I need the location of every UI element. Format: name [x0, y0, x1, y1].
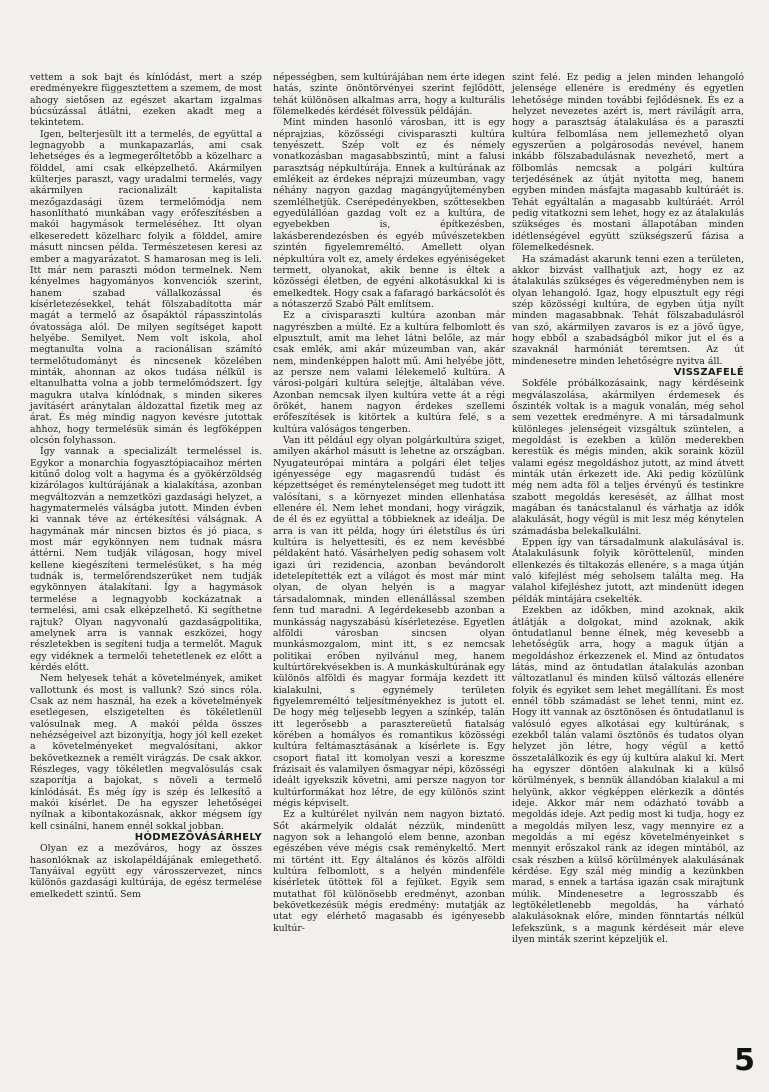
paragraph: Ez a civisparaszti kultúra azonban már nagyrészben a múlté. Ez a kultúra felbomlott és elpusztult, amit ma lehet látni belőle, az már csak emlék, ami akár múzeumban van, akár nem, mindenképpen halott mű. Ami helyébe jött, az persze nem valami lélekemelő kultúra. A városi-polgári kultúra selejtje, általában véve. Azonban nemcsak ilyen kultúra vette át a régi örökét, hanem nagyon érdekes szellemi erőfeszítések is kitörtek a kultúra felé, s a kultúra valóságos tengerben. [273, 310, 505, 435]
paragraph: Olyan ez a mezőváros, hogy az összes hasonlóknak az iskolapéldájának emlegethető. Tanyáival együtt egy városszervezet, nincs különös gazdasági kultúrája, de egész termelése emelkedett szintű. Sem [30, 843, 262, 900]
section-heading-hodmezovasarhely: HÓDMEZŐVÁSÁRHELY [134, 832, 262, 844]
paragraph: Ezekben az időkben, mind azoknak, akik átlátják a dolgokat, mind azoknak, akik öntudatlanul benne élnek, még kevesebb a lehetőségük arra, hogy a maguk útján a megoldáshoz érkezzenek el. Mind az öntudatos látás, mind az öntudatlan átalakulás azonban változatlanul és minden külső változás ellenére folyik és egyiket sem lehet megállítani. És most ennél több számadást se lehet tenni, mint ez. Hogy itt vannak az ösztönösen és öntudatlanul is valósuló egyes alkotásai egy kultúrának, s ezekből talán valami ösztönös és tudatos olyan helyzet jön létre, hogy végül a kettő összetalálkozik és egy új kultúra alakul ki. Mert ha egyszer döntően alakulnak ki a külső körülmények, s bennük állandóban kialakul a mi helyünk, akkor végképpen elérkezik a döntés ideje. Akkor már nem odázható tovább a megoldás ideje. Azt pedig most ki tudja, hogy ez a megoldás milyen lesz, vagy mennyire ez a megoldás a mi egész követelményeinket s mennyit erőszakol ránk az idegen mintából, az csak részben a külső körülmények alakulásának kérdése. Egy szál még mindig a kezünkben marad, s ennek a tartása igazán csak mirajtunk múlik. Mindenesetre a legrosszabb és legtökéletlenebb megoldás, ha várható alakulásoknak előre, minden fönntartás nélkül lefekszünk, s a magunk kérdéseit már eleve ilyen minták szerint képzeljük el. [512, 605, 744, 946]
section-heading-visszafele: VISSZAFELÉ [673, 366, 744, 378]
text-column-left [30, 72, 262, 900]
paragraph: Nem helyesek tehát a követelmények, amiket vallottunk és most is vallunk? Szó sincs róla. Csak az nem használ, ha ezek a követelmények esetlegesen, elszigetelten és tökéletlenül valósulnak meg. A makói példa összes nehézségeivel azt bizonyítja, hogy jól kell ezeket a követelményeket megvalósítani, akkor bekövetkeznek a remélt virágzás. De csak akkor. Részleges, vagy tökéletlen megvalósulás csak szaporítja a bajokat, s növeli a termelő kínlódását. És még így is szép és lelkesítő a makói kísérlet. De ha egyszer lehetőségei nyílnak a kibontakozásnak, akkor mégsem így kell csinálni, hanem ennél sokkal jobban. [30, 673, 262, 832]
paragraph: Így vannak a specializált termeléssel is. Egykor a monarchia fogyasztópiacaihoz mérten kitűnő dolog volt a hagyma és a gyökérzöldség kizárólagos kultúrájának a kialakítása, azonban megváltozván a nemzetközi gazdasági helyzet, a hagymatermelés válságba jutott. Minden évben ki vannak téve az értékesítési válságnak. A hagymának már nincsen biztos és jó piaca, s most már egykönnyen nem tudnak másra áttérni. Nem tudják világosan, hogy mivel kellene kiegészíteni termelésüket, s ha még tudnák is, termelőrendszerüket nem tudják egykönnyen átalakítani. Így a hagymások termelése a legnagyobb kockázatnak a termelési, ami csak elképzelhető. Ki segíthetne rajtuk? Olyan nagyvonalú gazdaságpolitika, amelynek arra is vannak eszközei, hogy részletekben is segíteni tudja a termelőt. Maguk egy vidéknek a termelői tehetetlenek ez előtt a kérdés előtt. [30, 446, 262, 673]
paragraph: Mint minden hasonló városban, itt is egy néprajzias, közösségi civisparaszti kultúra tenyészett. Szép volt ez és némely vonatkozásban magasabbszintű, mint a falusi parasztság népkultúrája. Ennek a kultúrának az emlékeit az érdekes néprajzi múzeumban, vagy néhány nagyon gazdag magángyűjteményben szemlélhetjük. Cserépedényekben, szőttesekben egyedülállóan gazdag volt ez a kultúra, de egyebekben is, építkezésben, lakásberendezésben és egyéb művészetekben szintén figyelemreméltó. Amellett olyan népkultúra volt ez, amely érdekes egyéniségeket termett, olyanokat, akik benne is éltek a közösségi életben, de egyéni alkotásukkal ki is emelkedtek. Hogy csak a fafaragó barkácsolót és a nótaszerző Szabó Pált említsem. [273, 117, 505, 310]
paragraph: Eppen így van társadalmunk alakulásával is. Átalakulásunk folyik köröttelenül, minden ellenkezés és tiltakozás ellenére, s a maga útján való kifejlést még seholsem találta meg. Ha valahol kifejléshez jutott, azt mindenütt idegen példák mintájára csekelték. [512, 537, 744, 605]
page-number: 5 [734, 1043, 755, 1078]
paragraph: népességben, sem kultúrájában nem érte idegen hatás, szinte önöntörvényei szerint fejlődött, tehát különösen alkalmas arra, hogy a kulturális fölemelkedés kérdését fölvessük példáján. [273, 72, 505, 118]
paragraph: Van itt például egy olyan polgárkultúra sziget, amilyen akárhol másutt is lehetne az országban. Nyugateurópai mintára a polgári élet teljes igényessége egy magasrendű tudást és képzettséget és reménytelenséget meg tudott itt valósítani, s a környezet minden ellenhatása ellenére él. Nem lehet mondani, hogy virágzik, de él és ez együttal a többieknek az ideálja. De arra is van itt példa, hogy úri életstílus és úri kultúra is helyettesíti, és ez nem kevésbbé példaként ható. Vásárhelyen pedig sohasem volt igazi úri rezidencia, azonban bevándorolt idetelepítették ezt a világot és most már mint olyan, de olyan helyén is a magyar társadalomnak, minden ellenállással szemben fenn tud maradni. A legérdekesebb azonban a munkásság nagyszabású kísérletezése. Egyetlen alföldi városban sincsen olyan munkásmozgalom, mint itt, s ez nemcsak politikai erőben nyilvánul meg, hanem kultúrtörekvésekben is. A munkáskultúrának egy különös alföldi és magyar formája kezdett itt kialakulni, s egynémely területen figyelemreméltó teljesítményekhez is jutott el. De hogy még teljesebb legyen a színkép, talán itt legerősebb a parasztereüetű fiatalság körében a homályos és romantikus közösségi kultúra feltámasztásának a kísérlete is. Egy csoport fiatal itt komolyan veszi a koreszme frázisait és valamilyen ősmagyar népi, közösségi ideált igyekszik követni, ami persze nagyon tor kultúrformákat hoz létre, de egy különös szint mégis képviselt. [273, 435, 505, 809]
paragraph: Ez a kultúrélet nyilván nem nagyon biztató. Sőt akármelyik oldalát nézzük, mindenütt nagyon sok a lehangoló elem benne, azonban egészében véve mégis csak reménykeltő. Mert mi történt itt. Egy általános és közös alföldi kultúra felbomlott, s a helyén mindenféle kísérletek ütöttek föl a fejüket. Egyik sem mutathat föl különösebb eredményt, azonban bekövetkezésük mégis eredmény: mutatják az utat egy elérhető magasabb és igényesebb kultúr- [273, 809, 505, 934]
paragraph: Sokféle próbálkozásaink, nagy kérdéseink megválaszolása, akármilyen érdemesek és őszinték voltak is a maguk vonalán, még sehol sem vezettek eredményre. A mi társadalmunk különleges jelenségeit vizsgáltuk szüntelen, a megoldást is ezekben a külön mederekben kerestük és mégis minden, akik soraink közül valami egész megoldáshoz jutott, az mind átvett minták után érkezett ide. Aki pedig közülünk még nem adta föl a teljes érvényű és testinkre szabott megoldás keresését, az állhat most magában és tanácstalanul és várhatja az idők alakulását, hogy végül is mit lesz még kénytelen számadásba belekalkulálni. [512, 378, 744, 537]
paragraph: vettem a sok bajt és kínlódást, mert a szép eredményekre függesztettem a szemem, de most ahogy sietősen az egészet akartam izgalmas búcsúzással átlátni, ezeken akadt meg a tekintetem. [30, 72, 262, 129]
paragraph: Igen, belterjesült itt a termelés, de együttal a legnagyobb a munkapazarlás, ami csak lehetséges és a legmegerőltetőbb a közelharc a földdel, ami csak elképzelhető. Akármilyen külterjes paraszt, vagy uradalmi termelés, vagy akármilyen racionalizált kapitalista mezőgazdasági üzem termelőmódja nem hasonlítható munkában vagy erőfeszítésben a makói hagymások termeléséhez. Itt olyan elkeseredett közelharc folyik a földdel, amire másutt nincsen példa. Természetesen keresi az ember a magyarázatot. S hamarosan meg is leli. Itt már nem paraszti módon termelnek. Nem kényelmes hagyományos konvenciók szerint, hanem szabad vállalkozással és kísérletezésekkel, tehát fölszabadította már magát a termelő az ősapáktól rápasszintolás óvatossága alól. De milyen segítséget kapott helyébe. Semilyet. Nem volt iskola, ahol megtanulta volna a racionálisan számító termelőtudományt és nincsenek közelében minták, ahonnan az okos tudása nélkül is eltanulhatta volna a jobb termelőmódszert. Így magukra utalva kínlódnak, s minden sikeres javításért aránytalan áldozattal fizetik meg az árat. És még mindig nagyon kevésre jutottak ahhoz, hogy termelésük simán és legföképpen olcsón folyhasson. [30, 128, 262, 446]
text-column-middle [273, 72, 505, 934]
text-column-right [512, 72, 744, 945]
paragraph: Ha számadást akarunk tenni ezen a területen, akkor bizvást vallhatjuk azt, hogy ez az átalakulás szükséges és végeredményben nem is olyan lehangoló. Igaz, hogy elpusztult egy régi szép közösségi kultúra, de egyben útja nyílt minden magasabbnak. Tehát fölszabadulásról van szó, akármilyen zavaros is ez a jövő ügye, hogy ebből a szabadságból mikor jut el és a szavaknál harmóniát teremtsen. Az út mindenesetre minden lehetőségre nyitva áll. [512, 253, 744, 367]
paragraph: szint felé. Ez pedig a jelen minden lehangoló jelensége ellenére is eredmény és egyetlen lehetősége minden további fejlődésnek. És ez a helyzet nevezetes azért is, mert rávilágít arra, hogy a parasztság átalakulása és a paraszti kultúra felbomlása nem jellemezhető olyan egyszerűen a polgárosodás nevével, hanem inkább fölszabadulásnak nevezhető, mert a fölbomlás nemcsak a polgári kultúra terjedésének az útját nyitotta meg, hanem egyben minden másfajta magasabb kultúráét is. Tehát egyáltalán a magasabb kultúráét. Arról pedig vitatkozni sem lehet, hogy ez az átalakulás szükséges és mostani állapotában minden idétlenségével együtt szükségszerű fázisa a fölemelkedésnek. [512, 72, 744, 254]
